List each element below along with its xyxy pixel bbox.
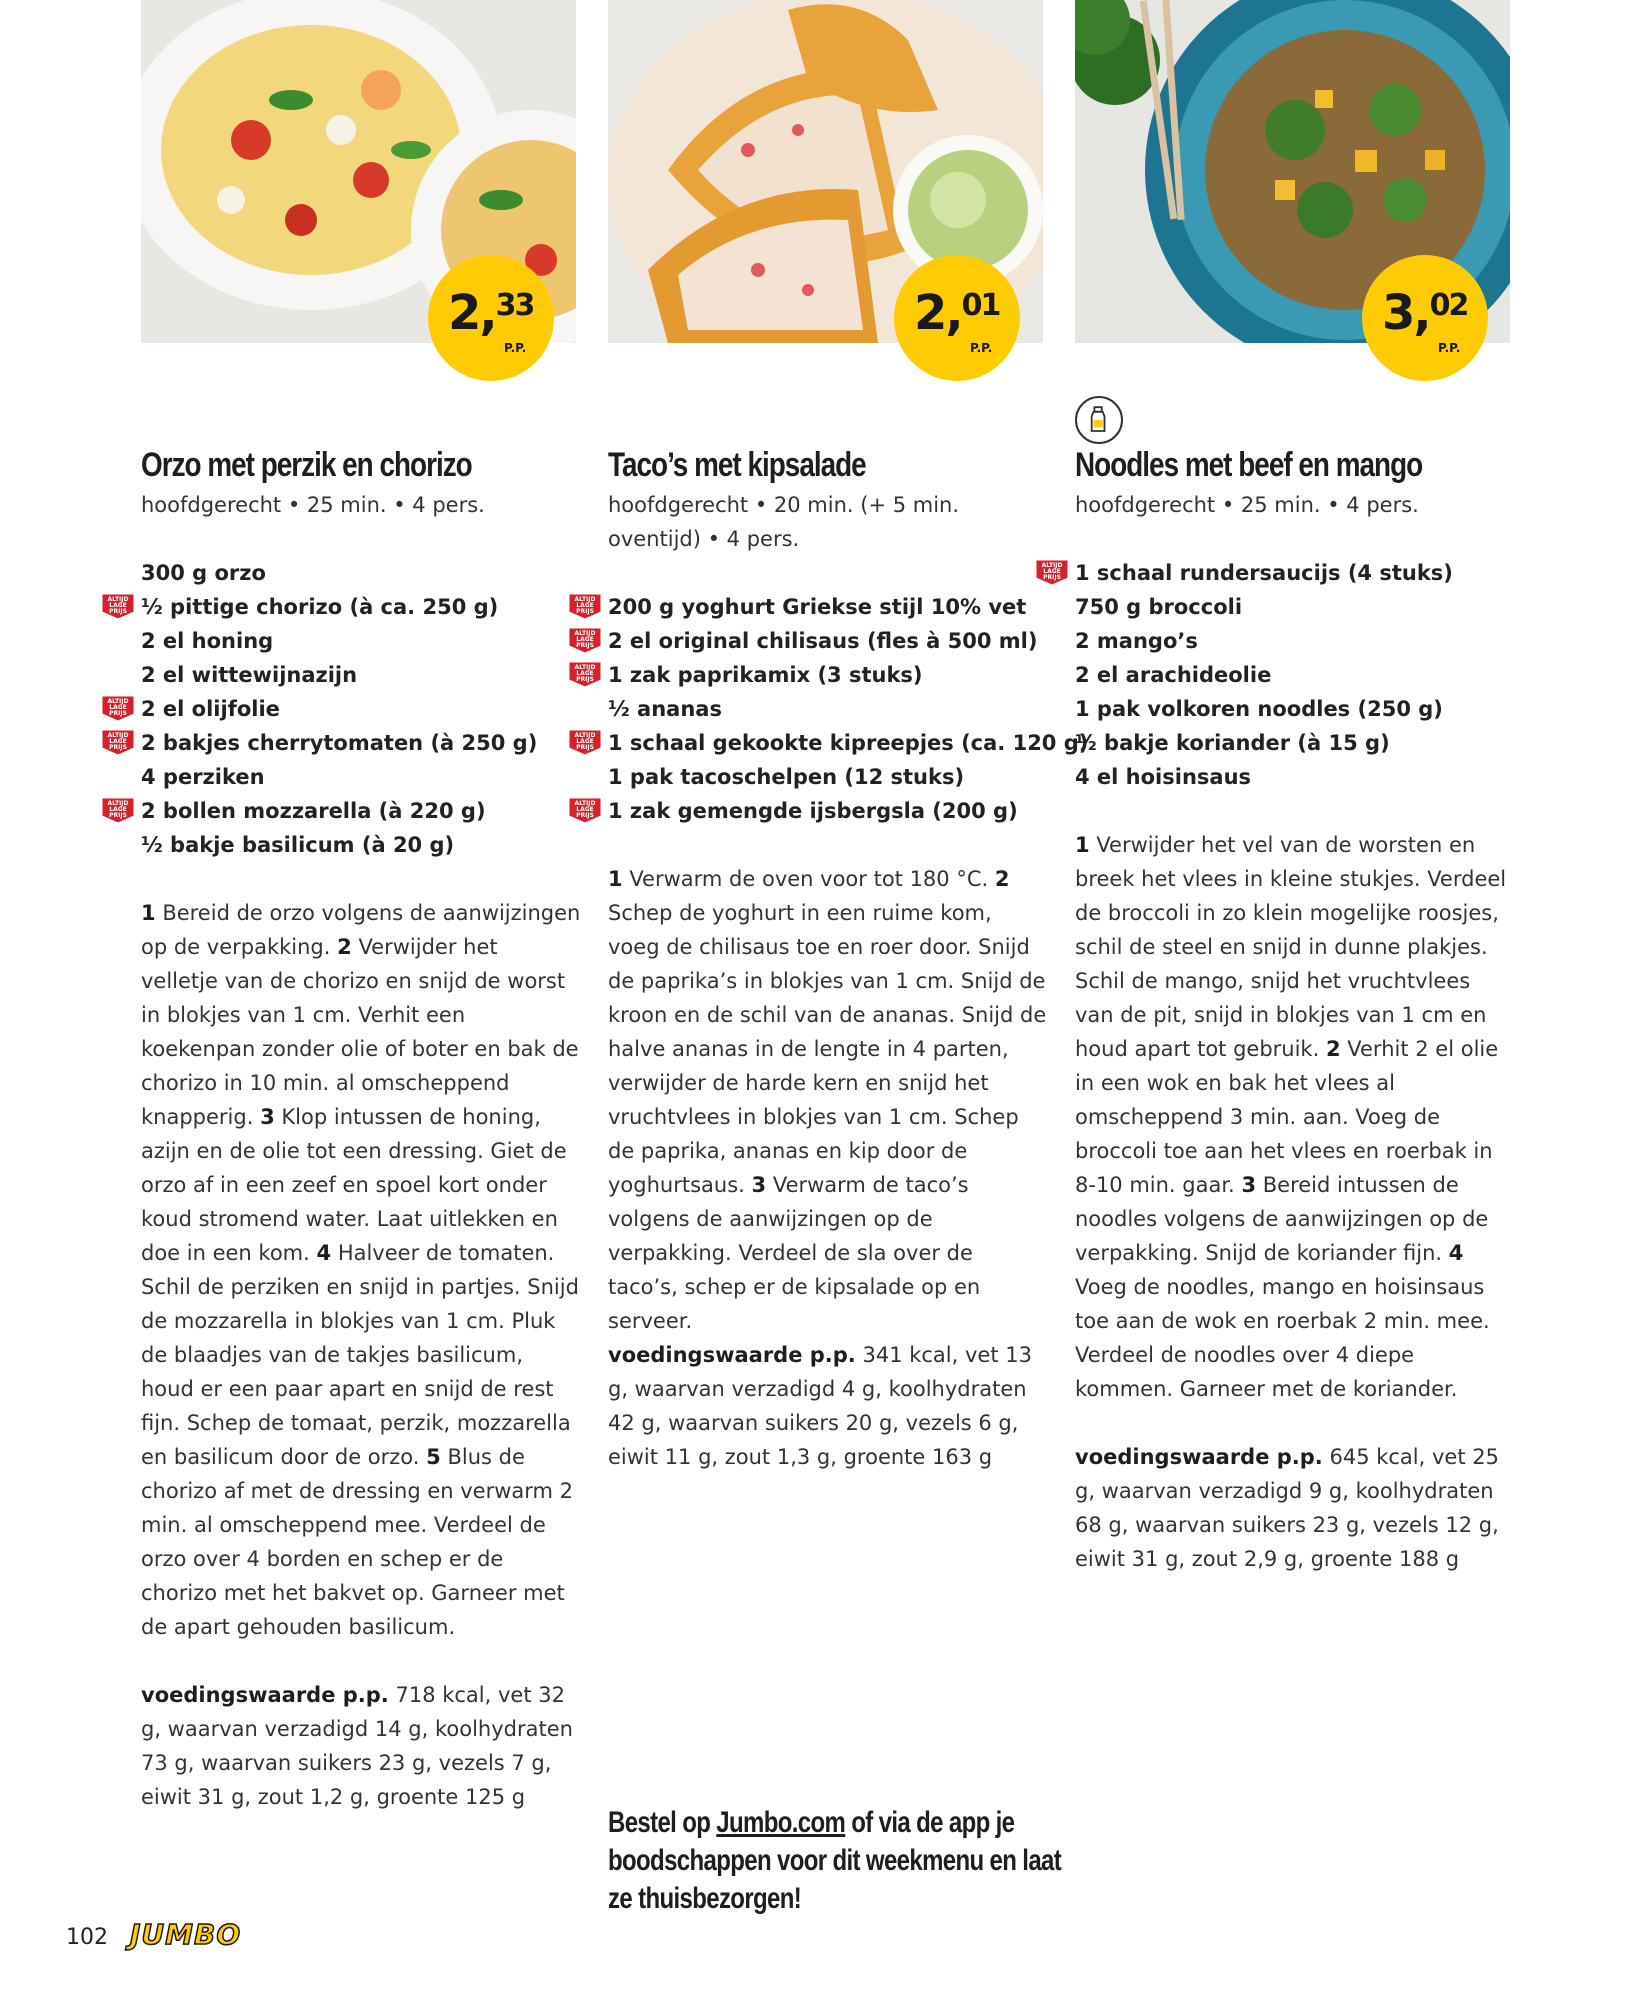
ingredient-item (1075, 658, 1515, 692)
jumbo-link[interactable]: Jumbo.com (716, 1806, 846, 1839)
step-number: 2 (994, 867, 1010, 891)
ingredient-text: 2 el wittewijnazijn (141, 663, 358, 687)
step-text: Voeg de noodles, mango en hoisinsaus toe aan de wok en roerbak 2 min. mee. Verdeel de noodles over 4 diepe kommen. Garneer met de koriander. (1075, 1275, 1490, 1401)
order-cta: Bestel op Jumbo.com of via de app je boodschappen voor dit weekmenu en laat ze thuisbezorgen! (608, 1806, 1062, 1915)
step-number: 1 (141, 901, 156, 925)
svg-text:LAGE: LAGE (109, 602, 127, 609)
recipe-meta: hoofdgerecht • 20 min. (+ 5 min. oventijd) • 4 pers. (608, 493, 960, 551)
ingredient-item (107, 590, 581, 624)
svg-text:ALTIJD: ALTIJD (107, 698, 129, 705)
ingredient-item (608, 692, 1048, 726)
altijd-lage-prijs-badge (101, 695, 135, 722)
recipe-method (608, 862, 1048, 1338)
ingredient-text: 200 g yoghurt Griekse stijl 10% vet (608, 595, 1027, 619)
altijd-lage-prijs-badge (568, 661, 602, 688)
svg-text:LAGE: LAGE (576, 670, 594, 677)
nutrition-info: voedingswaarde p.p. 341 kcal, vet 13 g, waarvan verzadigd 4 g, koolhydraten 42 g, waarvan suikers 20 g, vezels 6 g, eiwit 11 g, zout 1,3 g, groente 163 g (608, 1343, 1032, 1469)
svg-text:LAGE: LAGE (109, 806, 127, 813)
recipe-method (141, 896, 581, 1644)
ingredient-text: 2 mango’s (1075, 629, 1198, 653)
altijd-lage-prijs-badge (568, 729, 602, 756)
step-text: Blus de chorizo af met de dressing en verwarm 2 min. al omscheppend mee. Verdeel de orzo over 4 borden en schep er de chorizo met het bakvet op. Garneer met de apart gehouden basilicum. (141, 1445, 574, 1639)
svg-text:LAGE: LAGE (576, 602, 594, 609)
ingredient-item (107, 794, 581, 828)
ingredient-text: ½ pittige chorizo (à ca. 250 g) (141, 595, 499, 619)
svg-text:ALTIJD: ALTIJD (574, 596, 596, 603)
step-text: Verwijder het velletje van de chorizo en snijd de worst in blokjes van 1 cm. Verhit een koekenpan zonder olie of boter en bak de chorizo in 10 min. al omscheppend knapperig. (141, 935, 579, 1129)
svg-text:ALTIJD: ALTIJD (107, 596, 129, 603)
altijd-lage-prijs-badge (1035, 559, 1069, 586)
ingredient-item (574, 794, 1048, 828)
ingredient-item (141, 624, 581, 658)
step-text: Verhit 2 el olie in een wok en bak het vlees al omscheppend 3 min. aan. Voeg de broccoli toe aan het vlees en roerbak in 8-10 min. gaar. (1075, 1037, 1499, 1197)
ingredient-item (1075, 760, 1515, 794)
svg-text:PRIJS: PRIJS (109, 710, 127, 717)
ingredient-item (141, 828, 581, 862)
ingredient-text: 1 schaal gekookte kipreepjes (ca. 120 g) (608, 731, 1089, 755)
svg-text:ALTIJD: ALTIJD (574, 630, 596, 637)
ingredient-item (1041, 556, 1515, 590)
recipe-title: Noodles met beef en mango (1075, 446, 1423, 484)
svg-text:PRIJS: PRIJS (576, 744, 594, 751)
recipe-meta: hoofdgerecht • 25 min. • 4 pers. (1075, 493, 1419, 517)
svg-text:LAGE: LAGE (576, 738, 594, 745)
ingredient-text: 1 pak volkoren noodles (250 g) (1075, 697, 1443, 721)
step-text: Halveer de tomaten. Schil de perziken en snijd in partjes. Snijd de mozzarella in blokjes van 1 cm. Pluk de blaadjes van de takjes basilicum, houd er een paar apart en snijd de rest fijn. Schep de tomaat, perzik, mozzarella en basilicum door de orzo. (141, 1241, 579, 1469)
ingredient-text: ½ bakje koriander (à 15 g) (1075, 731, 1390, 755)
svg-text:LAGE: LAGE (109, 738, 127, 745)
svg-text:LAGE: LAGE (576, 636, 594, 643)
price-badge: 2,33 P.P. (428, 255, 554, 381)
ingredient-item (1075, 726, 1515, 760)
ingredient-text: 1 pak tacoschelpen (12 stuks) (608, 765, 965, 789)
svg-text:PRIJS: PRIJS (576, 642, 594, 649)
step-number: 1 (1075, 833, 1090, 857)
svg-text:PRIJS: PRIJS (576, 676, 594, 683)
ingredient-list (574, 590, 1089, 828)
step-text: Schep de yoghurt in een ruime kom, voeg de chilisaus toe en roer door. Snijd de paprika’s in blokjes van 1 cm. Snijd de kroon en de schil van de ananas. Snijd de halve ananas in de lengte in 4 parten, verwijder de harde kern en snijd het vruchtvlees in blokjes van 1 cm. Schep de paprika, ananas en kip door de yoghurtsaus. (608, 901, 1047, 1197)
step-number: 2 (1325, 1037, 1341, 1061)
svg-text:PRIJS: PRIJS (576, 608, 594, 615)
step-number: 1 (608, 867, 623, 891)
svg-text:LAGE: LAGE (576, 806, 594, 813)
recipe-method (1075, 828, 1515, 1406)
svg-text:PRIJS: PRIJS (576, 812, 594, 819)
bottle-icon (1075, 396, 1123, 444)
svg-text:LAGE: LAGE (109, 704, 127, 711)
recipe-title: Taco’s met kipsalade (608, 446, 866, 484)
ingredient-item (107, 726, 581, 760)
recipe-title: Orzo met perzik en chorizo (141, 446, 472, 484)
ingredient-text: 1 zak paprikamix (3 stuks) (608, 663, 923, 687)
step-text: Bereid intussen de noodles volgens de aanwijzingen op de verpakking. Snijd de koriander fijn. (1075, 1173, 1489, 1265)
jumbo-logo: JUMBO (130, 1918, 242, 1951)
svg-text:PRIJS: PRIJS (109, 744, 127, 751)
nutrition-info: voedingswaarde p.p. 718 kcal, vet 32 g, waarvan verzadigd 14 g, koolhydraten 73 g, waarvan suikers 23 g, vezels 7 g, eiwit 31 g, zout 1,2 g, groente 125 g (141, 1683, 573, 1809)
ingredient-text: 1 zak gemengde ijsbergsla (200 g) (608, 799, 1018, 823)
ingredient-text: 2 bollen mozzarella (à 220 g) (141, 799, 486, 823)
altijd-lage-prijs-badge (568, 627, 602, 654)
ingredient-text: 1 schaal rundersaucijs (4 stuks) (1075, 561, 1453, 585)
ingredient-list (1041, 556, 1515, 794)
step-text: Verwarm de oven voor tot 180 °C. (629, 867, 989, 891)
price-badge: 3,02 P.P. (1362, 255, 1488, 381)
step-number: 2 (337, 935, 352, 959)
step-number: 3 (260, 1105, 275, 1129)
svg-text:PRIJS: PRIJS (109, 608, 127, 615)
svg-text:ALTIJD: ALTIJD (574, 800, 596, 807)
ingredient-item (141, 760, 581, 794)
ingredient-text: 4 el hoisinsaus (1075, 765, 1252, 789)
ingredient-item (1075, 692, 1515, 726)
nutrition-info: voedingswaarde p.p. 645 kcal, vet 25 g, waarvan verzadigd 9 g, koolhydraten 68 g, waarvan suikers 23 g, vezels 12 g, eiwit 31 g, zout 2,9 g, groente 188 g (1075, 1445, 1499, 1571)
ingredient-item (574, 726, 1089, 760)
svg-text:PRIJS: PRIJS (109, 812, 127, 819)
svg-text:ALTIJD: ALTIJD (107, 732, 129, 739)
ingredient-text: 4 perziken (141, 765, 265, 789)
ingredient-text: 300 g orzo (141, 561, 266, 585)
recipe-meta: hoofdgerecht • 25 min. • 4 pers. (141, 493, 485, 517)
step-number: 3 (751, 1173, 767, 1197)
svg-text:PRIJS: PRIJS (1043, 574, 1061, 581)
svg-text:ALTIJD: ALTIJD (107, 800, 129, 807)
step-text: Klop intussen de honing, azijn en de olie tot een dressing. Giet de orzo af in een zeef en spoel kort onder koud stromend water. Laat uitlekken en doe in een kom. (141, 1105, 567, 1265)
ingredient-item (141, 556, 581, 590)
page-number: 102 (66, 1925, 108, 1950)
step-text: Verwijder het vel van de worsten en breek het vlees in kleine stukjes. Verdeel de broccoli in zo klein mogelijke roosjes, schil de steel en snijd in dunne plakjes. Schil de mango, snijd het vruchtvlees van de pit, snijd in blokjes van 1 cm en houd apart tot gebruik. (1075, 833, 1507, 1061)
price-badge: 2,01 P.P. (894, 255, 1020, 381)
step-number: 4 (316, 1241, 332, 1265)
ingredient-text: 750 g broccoli (1075, 595, 1243, 619)
ingredient-item (1075, 624, 1515, 658)
step-text: Bereid de orzo volgens de aanwijzingen op de verpakking. (141, 901, 581, 959)
ingredient-item (574, 590, 1048, 624)
step-number: 4 (1448, 1241, 1464, 1265)
step-text: Verwarm de taco’s volgens de aanwijzingen op de verpakking. Verdeel de sla over de taco’s, schep er de kipsalade op en serveer. (608, 1173, 981, 1333)
altijd-lage-prijs-badge (101, 729, 135, 756)
step-number: 5 (426, 1445, 441, 1469)
step-number: 3 (1241, 1173, 1257, 1197)
svg-text:ALTIJD: ALTIJD (1041, 562, 1063, 569)
svg-text:LAGE: LAGE (1043, 568, 1061, 575)
ingredient-text: 2 el arachideolie (1075, 663, 1272, 687)
ingredient-text: ½ bakje basilicum (à 20 g) (141, 833, 455, 857)
altijd-lage-prijs-badge (568, 593, 602, 620)
altijd-lage-prijs-badge (101, 797, 135, 824)
altijd-lage-prijs-badge (568, 797, 602, 824)
ingredient-text: ½ ananas (608, 697, 722, 721)
ingredient-text: 2 el original chilisaus (fles à 500 ml) (608, 629, 1038, 653)
ingredient-item (608, 760, 1048, 794)
ingredient-item (574, 658, 1048, 692)
ingredient-list (107, 556, 581, 862)
ingredient-item (574, 624, 1048, 658)
svg-text:ALTIJD: ALTIJD (574, 664, 596, 671)
ingredient-item (141, 658, 581, 692)
altijd-lage-prijs-badge (101, 593, 135, 620)
svg-text:ALTIJD: ALTIJD (574, 732, 596, 739)
ingredient-item (107, 692, 581, 726)
ingredient-text: 2 el honing (141, 629, 274, 653)
ingredient-text: 2 el olijfolie (141, 697, 280, 721)
ingredient-text: 2 bakjes cherrytomaten (à 250 g) (141, 731, 538, 755)
ingredient-item (1075, 590, 1515, 624)
